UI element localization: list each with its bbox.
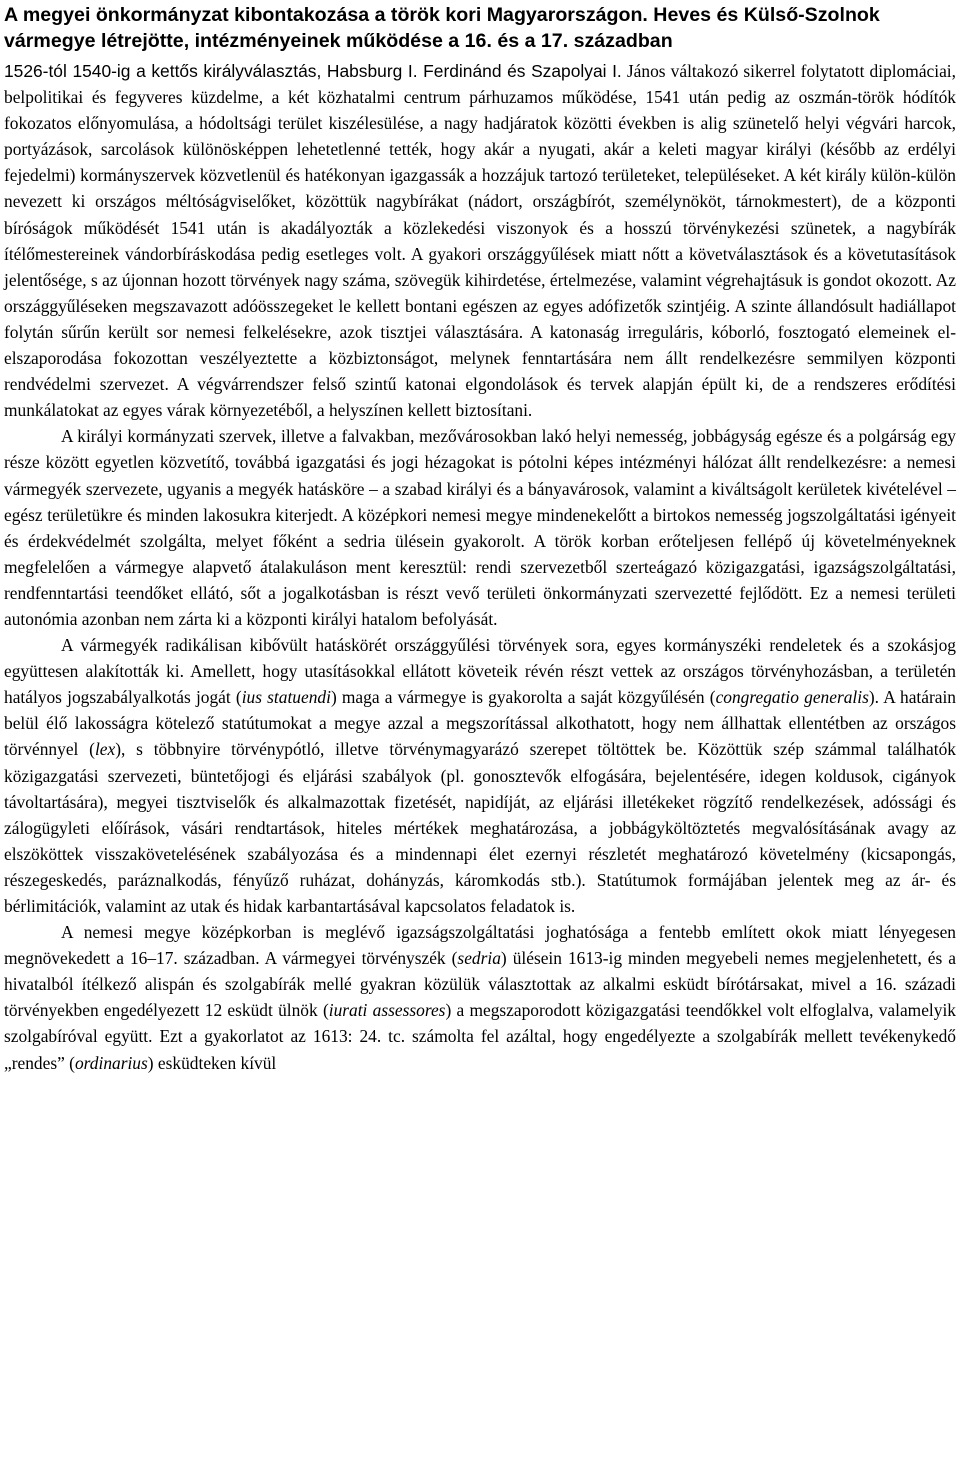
paragraph bbox=[4, 632, 956, 919]
italic-term: lex bbox=[94, 739, 116, 760]
italic-term: congregatio generalis bbox=[715, 687, 869, 708]
text-segment: ). A határain belül élő lakosságra kötelező statútumokat a megye azzal a megszorítással alkothatott, hogy nem állhattak ellentétben az országos törvénnyel ( bbox=[4, 687, 956, 760]
text-segment: ) maga a vármegye is gyakorolta a saját közgyűlésén ( bbox=[330, 687, 716, 708]
text-segment: A vármegyék radikálisan kibővült hatáskörét országgyűlési törvények sora, egyes kormányszéki rendeletek és a szokásjog együttesen alakították ki. Amellett, hogy utasításokkal ellátott követeik révén részt vettek az országos törvényhozásban, a területén hatályos jogszabályalkotás jogát ( bbox=[4, 635, 956, 708]
text-segment: 1526-tól 1540-ig a kettős királyválasztás, Habsburg I. Ferdinánd és Szapolyai I. bbox=[4, 61, 622, 81]
italic-term: iurati assessores bbox=[328, 1000, 446, 1021]
italic-term: ordinarius bbox=[74, 1052, 148, 1073]
paragraph bbox=[4, 58, 956, 423]
text-segment: A királyi kormányzati szervek, illetve a falvakban, mezővárosokban lakó helyi nemesség, jobbágyság egésze és a polgárság egy része között egyetlen közvetítő, továbbá igazgatási és jogi hézagokat is pótolni képes intézményi hálózat állt rendelkezésre: a nemesi vármegyék szervezete, ugyanis a megyék hatásköre – a szabad királyi és a bányavárosok, valamint a kiváltságolt kerületek kivételével – egész területükre és minden lakosukra kiterjedt. A középkori nemesi megye mindenekelőtt a birtokos nemesség jogszolgáltatási igényeit és érdekvédelmét szolgálta, melyet főként a sedria ülésein gyakorolt. A török korban erőteljesen fellépő új követelményeknek megfelelően a vármegye alapvető átalakuláson ment keresztül: rendi szervezetből szerteágazó közigazgatási, igazságszolgáltatási, rendfenntartási teendőket ellátó, sőt a jogalkotásban is részt vevő területi önkormányzati szervezetté fejlődött. Ez a nemesi területi autonómia azonban nem zárta ki a központi királyi hatalom befolyását. bbox=[4, 426, 956, 629]
document-title: A megyei önkormányzat kibontakozása a török kori Magyarországon. Heves és Külső-Szolnok vármegye létrejötte, intézményeinek működése a 16. és a 17. században bbox=[4, 4, 880, 52]
italic-term: sedria bbox=[457, 948, 501, 969]
paragraph bbox=[4, 919, 956, 1076]
text-segment: ) a megszaporodott közigazgatási teendőkkel volt elfoglalva, valamelyik szolgabíróval együtt. Ezt a gyakorlatot az 1613: 24. tc. számolta fel azáltal, hogy engedélyezte a szolgabírák mellett tevékenykedő „rendes” ( bbox=[4, 1000, 956, 1073]
text-segment: ) esküdteken kívül bbox=[147, 1052, 277, 1073]
text-segment: ), s többnyire törvénypótló, illetve törvénymagyarázó szerepet töltöttek be. Közöttük szép számmal találhatók közigazgatási szervezeti, büntetőjogi és eljárási szabályok (pl. gonosztevők elfogására, bejelentésére, idegen koldusok, cigányok távoltartására), megyei tisztviselők és alkalmazottak fizetését, napidíját, az eljárási illetékeket rögzítő rendelkezések, adóssági és zálogügyleti előírások, vásári rendtartások, hiteles mértékek meghatározása, a jobbágyköltöztetés megvalósításának avagy az elszököttek visszakövetelésének szabályozása és a mindennapi élet ezernyi részletét meghatározó követelmény (kicsapongás, részegeskedés, paráznalkodás, fényűző ruházat, dohányzás, káromkodás stb.). Statútumok formájában jelentek meg az ár- és bérlimitációk, valamint az utak és hidak karbantartásával kapcsolatos feladatok is. bbox=[4, 739, 956, 916]
paragraph bbox=[4, 423, 956, 632]
italic-term: ius statuendi bbox=[241, 687, 331, 708]
text-segment: János váltakozó sikerrel folytatott diplomáciai, belpolitikai és fegyveres küzdelme, a két közhatalmi centrum párhuzamos működése, 1541 után pedig az oszmán-török hódítók fokozatos előnyomulása, a hódoltsági terület kiszélesülése, a nagy hadjáratok közötti években is alig szünetelő helyi végvári harcok, portyázások, sarcolások különösképpen lehetetlenné tették, hogy akár a nyugati, akár a keleti magyar királyi (később az erdélyi fejedelmi) kormányszervek közvetlenül és hatékonyan igazgassák a hozzájuk tartozó területeket, településeket. A két király külön-külön nevezett ki országos méltóságviselőket, közöttük nagybírákat (nádort, országbírót, személynököt, tárnokmestert), de a központi bíróságok működését 1541 után is akadályozták a közlekedési viszonyok és a hosszú törvénykezési szünetek, a nagybírák ítélőmestereinek vándorbíráskodása pedig esetleges volt. A gyakori országgyűlések miatt nőtt a követválasztások és a követutasítások jelentősége, s az újonnan hozott törvények nagy száma, szövegük kihirdetése, értelmezése, valamint végrehajtásuk is gondot okozott. Az országgyűléseken megszavazott adóösszegeket le kellett bontani egészen az egyes adófizetők szintjéig. A szinte állandósult hadiállapot folytán sűrűn került sor nemesi felkelésekre, azok tisztjei választására. A katonaság irreguláris, kóborló, fosztogató elemeinek el-elszaporodása fokozottan veszélyeztette a közbiztonságot, melynek fenntartására nem állt rendelkezésre semmilyen központi rendvédelmi szervezet. A végvárrendszer felső szintű katonai elgondolások és tervek alapján épült ki, de a rendszeres erődítési munkálatokat az egyes várak környezetéből, a helyszínen kellett biztosítani. bbox=[4, 61, 956, 421]
document-body bbox=[4, 58, 956, 1076]
text-segment: A nemesi megye középkorban is meglévő igazságszolgáltatási joghatósága a fentebb említett okok miatt lényegesen megnövekedett a 16–17. században. A vármegyei törvényszék ( bbox=[4, 922, 956, 969]
text-segment: ) ülésein 1613-ig minden megyebeli nemes megjelenhetett, és a hivatalból ítélkező alispán és szolgabírák mellé gyakran közülük választottak az alkalmi esküdt bírótársakat, mivel a 16. századi törvényekben engedélyezett 12 esküdt ülnök ( bbox=[4, 948, 956, 1021]
